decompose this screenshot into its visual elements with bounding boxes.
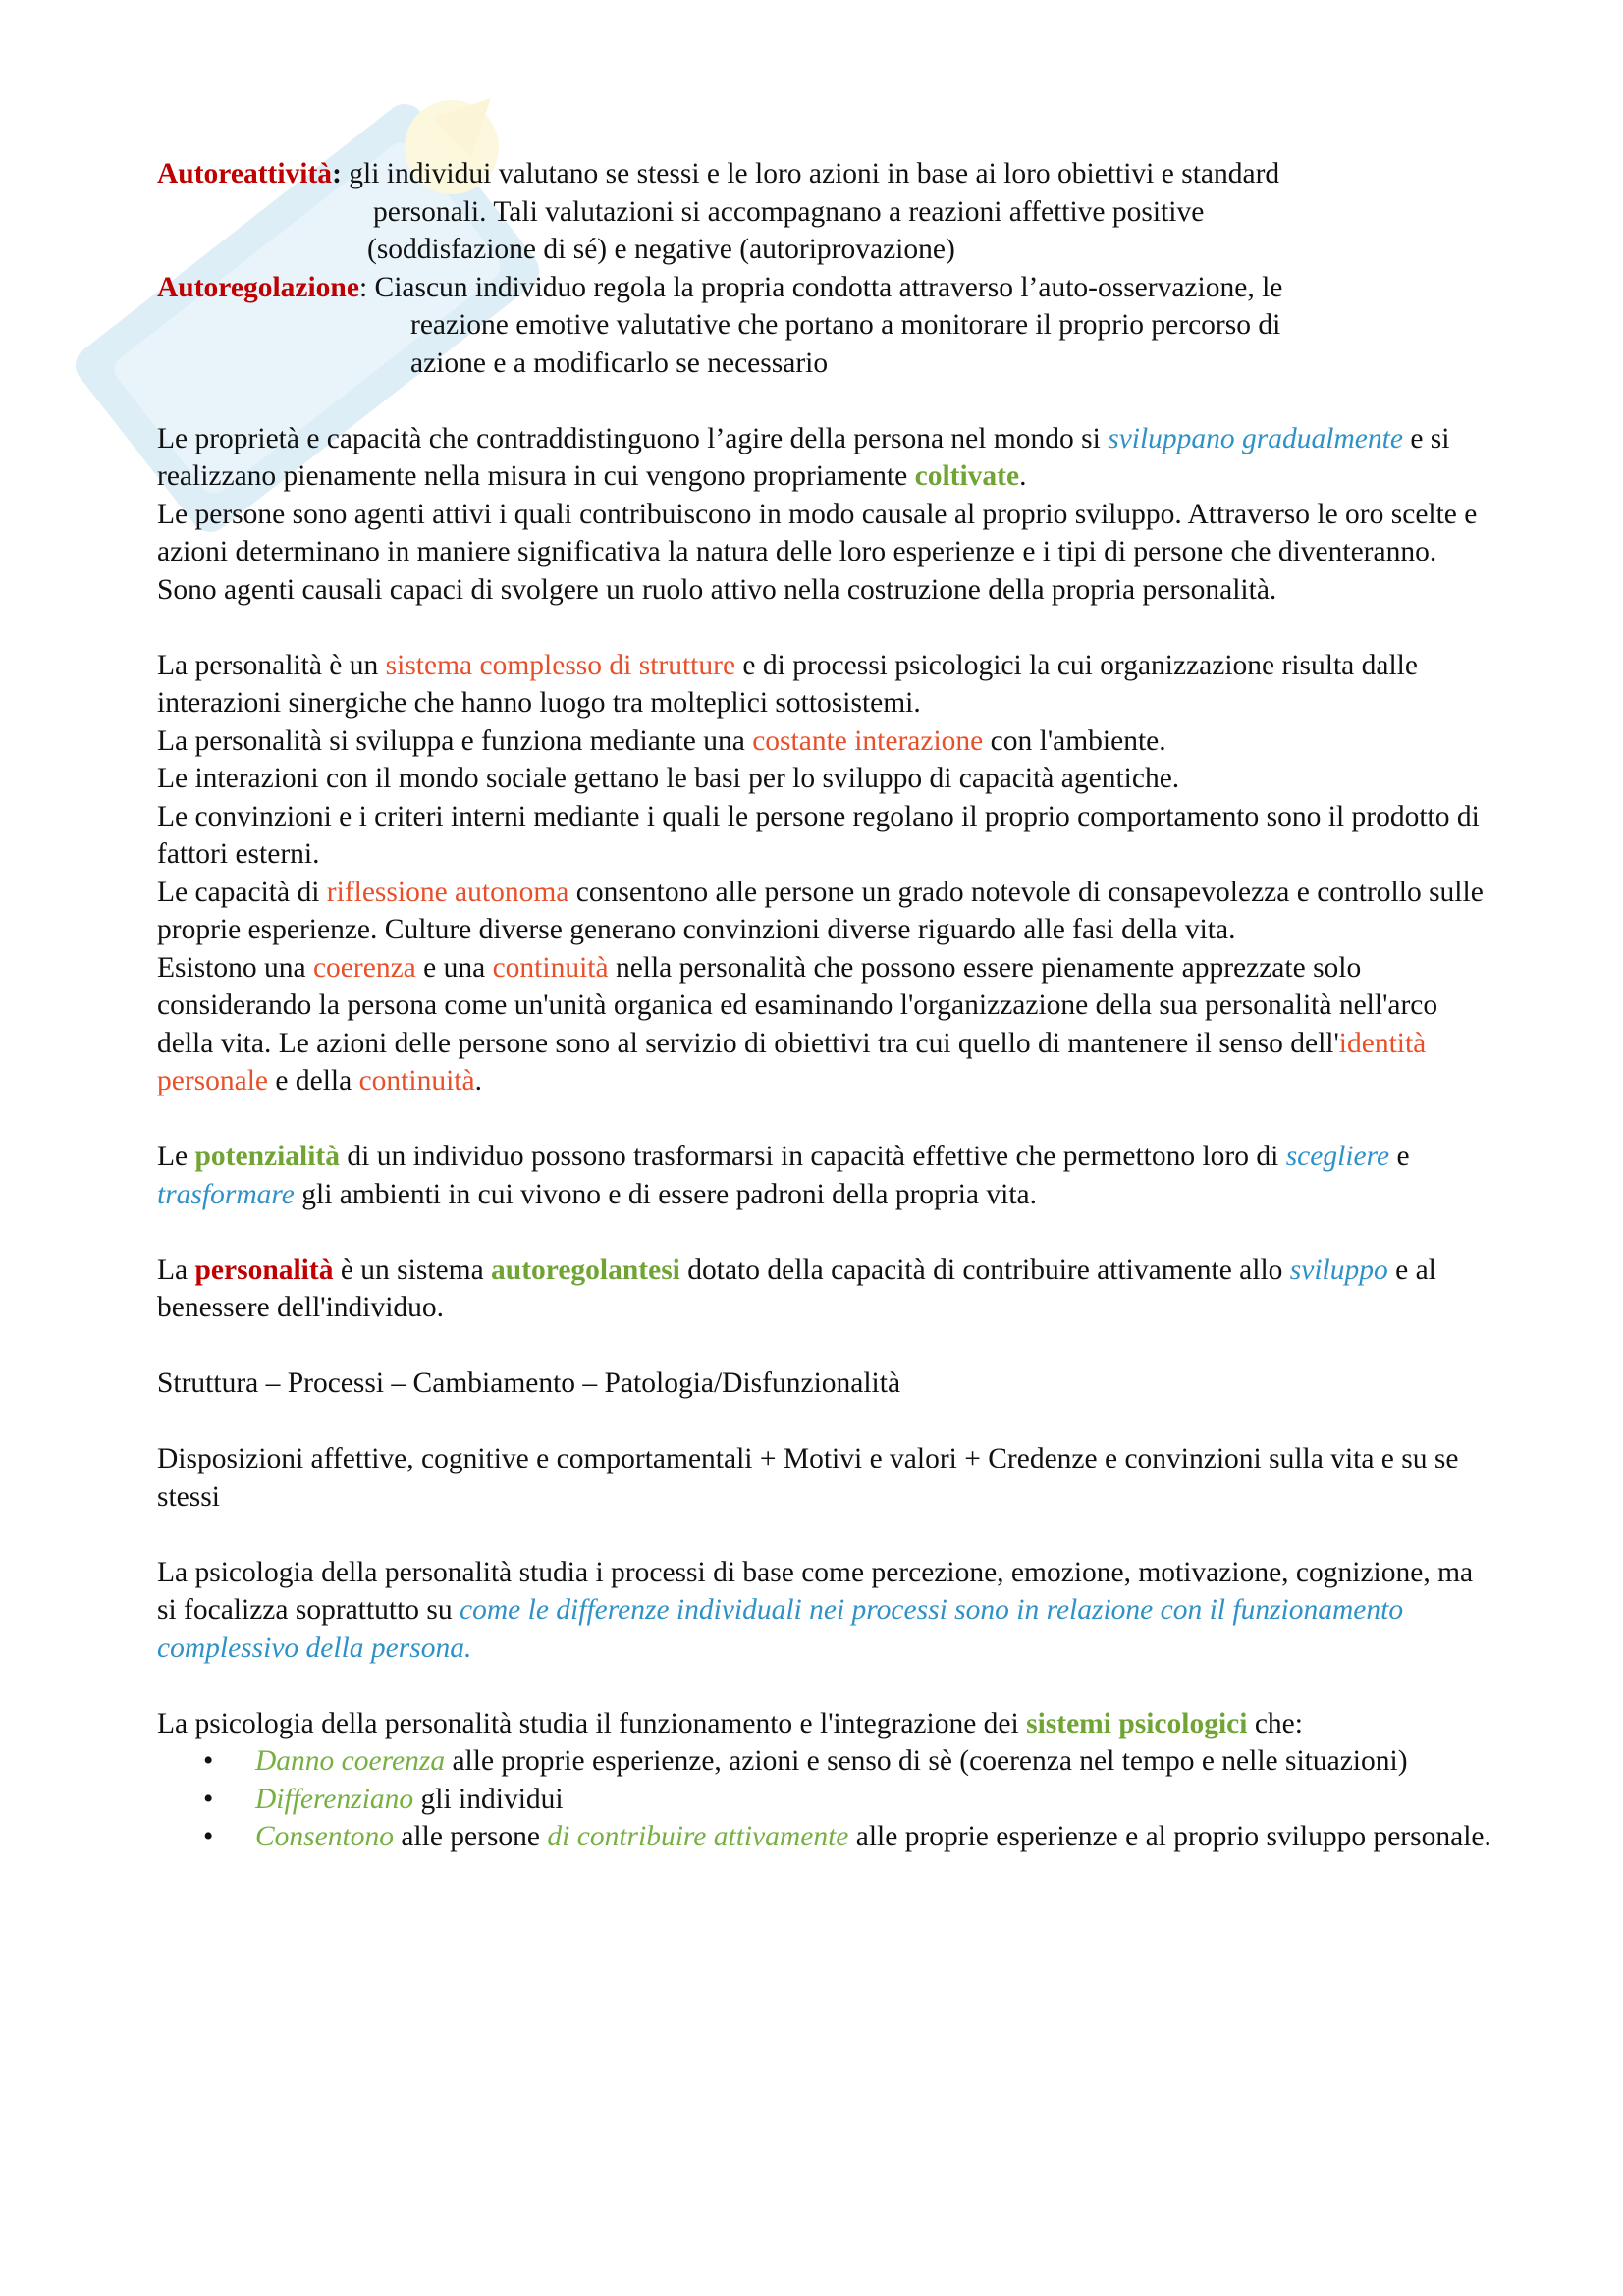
definition-autoreattivita bbox=[157, 155, 1492, 193]
highlight-contribuire-attivamente: di contribuire attivamente bbox=[547, 1821, 849, 1852]
paragraph-agenti-attivi: Le persone sono agenti attivi i quali contribuiscono in modo causale al proprio sviluppo. Attraverso le oro scelte e azioni determinano in maniere significativa la natura delle loro esperienze e i tipi di persone che diventeranno. Sono agenti causali capaci di svolgere un ruolo attivo nella costruzione della propria personalità. bbox=[157, 498, 1478, 606]
highlight-autoregolantesi: autoregolantesi bbox=[491, 1254, 680, 1286]
list-item: • Differenziano gli individui bbox=[157, 1781, 1492, 1819]
highlight-continuita: continuità bbox=[492, 951, 609, 984]
highlight-potenzialita: potenzialità bbox=[194, 1141, 340, 1172]
paragraph-sistemi-psicologici: La psicologia della personalità studia il funzionamento e l'integrazione dei sistemi psicologici che: bbox=[157, 1707, 1303, 1739]
document-body bbox=[157, 155, 1492, 1856]
definition-continuation bbox=[157, 231, 1492, 269]
highlight-personalita: personalità bbox=[194, 1254, 334, 1286]
definition-line: azione e a modificarlo se necessario bbox=[410, 347, 829, 379]
paragraph-mondo-sociale: Le interazioni con il mondo sociale gettano le basi per lo sviluppo di capacità agentiche. bbox=[157, 763, 1180, 794]
term-autoreattivita: Autoreattività bbox=[157, 158, 333, 189]
definition-autoregolazione bbox=[157, 269, 1492, 307]
paragraph-disposizioni: Disposizioni affettive, cognitive e comportamentali + Motivi e valori + Credenze e convinzioni sulla vita e su se stessi bbox=[157, 1443, 1459, 1513]
highlight-differenziano: Differenziano bbox=[255, 1783, 414, 1815]
bullet-marker: • bbox=[203, 1745, 214, 1777]
highlight-sviluppano-gradualmente: sviluppano gradualmente bbox=[1108, 422, 1403, 454]
highlight-coltivate: coltivate bbox=[914, 460, 1020, 492]
definition-line: personali. Tali valutazioni si accompagnano a reazioni affettive positive bbox=[373, 195, 1205, 228]
highlight-consentono: Consentono bbox=[255, 1821, 394, 1852]
paragraph-struttura: Struttura – Processi – Cambiamento – Patologia/Disfunzionalità bbox=[157, 1367, 901, 1399]
term-colon: : bbox=[332, 158, 342, 189]
definition-line: (soddisfazione di sé) e negative (autoriprovazione) bbox=[367, 234, 955, 265]
list-item: • Consentono alle persone di contribuire attivamente alle proprie esperienze e al proprio sviluppo personale. bbox=[157, 1818, 1492, 1856]
definition-continuation bbox=[157, 306, 1492, 382]
definition-line: gli individui valutano se stessi e le loro azioni in base ai loro obiettivi e standard bbox=[349, 158, 1280, 189]
definition-line: reazione emotive valutative che portano a monitorare il proprio percorso di bbox=[410, 309, 1281, 341]
bullet-marker: • bbox=[203, 1821, 214, 1852]
highlight-trasformare: trasformare bbox=[157, 1178, 295, 1210]
highlight-scegliere: scegliere bbox=[1285, 1141, 1390, 1172]
highlight-continuita-2: continuità bbox=[358, 1065, 475, 1096]
paragraph-potenzialita: Le potenzialità di un individuo possono trasformarsi in capacità effettive che permettono loro di scegliere e trasformare gli ambienti in cui vivono e di essere padroni della propria vita. bbox=[157, 1141, 1410, 1210]
paragraph-sviluppo: Le proprietà e capacità che contraddistinguono l’agire della persona nel mondo si sviluppano gradualmente e si realizzano pienamente nella misura in cui vengono propriamente coltivate. bbox=[157, 422, 1450, 492]
paragraph-interazione: La personalità si sviluppa e funziona mediante una costante interazione con l'ambiente. bbox=[157, 724, 1166, 757]
bullet-list bbox=[157, 1742, 1492, 1856]
paragraph-riflessione: Le capacità di riflessione autonoma consentono alle persone un grado notevole di consapevolezza e controllo sulle proprie esperienze. Culture diverse generano convinzioni diverse riguardo alle fasi della vita. bbox=[157, 876, 1484, 945]
term-colon: : bbox=[358, 271, 368, 303]
list-item: • Danno coerenza alle proprie esperienze, azioni e senso di sè (coerenza nel tempo e nelle situazioni) bbox=[157, 1742, 1492, 1781]
definition-line: Ciascun individuo regola la propria condotta attraverso l’auto-osservazione, le bbox=[374, 271, 1283, 303]
highlight-differenze-individuali: come le differenze individuali nei processi sono in relazione con il funzionamento complessivo della persona. bbox=[157, 1594, 1404, 1664]
highlight-costante-interazione: costante interazione bbox=[752, 724, 984, 757]
paragraph-coerenza: Esistono una coerenza e una continuità nella personalità che possono essere pienamente apprezzate solo considerando la persona come un'unità organica ed esaminando l'organizzazione della sua personalità nell'arco della vita. Le azioni delle persone sono al servizio di obiettivi tra cui quello di mantenere il senso dell'identità personale e della continuità. bbox=[157, 951, 1438, 1096]
highlight-sistema-complesso: sistema complesso di strutture bbox=[385, 649, 736, 681]
highlight-riflessione-autonoma: riflessione autonoma bbox=[326, 876, 569, 908]
bullet-marker: • bbox=[203, 1783, 214, 1815]
highlight-sviluppo: sviluppo bbox=[1289, 1254, 1388, 1286]
paragraph-convinzioni: Le convinzioni e i criteri interni mediante i quali le persone regolano il proprio comportamento sono il prodotto di fattori esterni. bbox=[157, 800, 1480, 870]
term-autoregolazione: Autoregolazione bbox=[157, 271, 359, 303]
highlight-identita-personale: identità personale bbox=[157, 1027, 1427, 1096]
highlight-sistemi-psicologici: sistemi psicologici bbox=[1026, 1707, 1248, 1739]
definition-continuation bbox=[157, 193, 1492, 232]
highlight-danno-coerenza: Danno coerenza bbox=[255, 1745, 446, 1777]
highlight-coerenza: coerenza bbox=[312, 951, 416, 984]
paragraph-sistema-complesso: La personalità è un sistema complesso di strutture e di processi psicologici la cui organizzazione risulta dalle interazioni sinergiche che hanno luogo tra molteplici sottosistemi. bbox=[157, 649, 1418, 719]
paragraph-personalita: La personalità è un sistema autoregolantesi dotato della capacità di contribuire attivamente allo sviluppo e al benessere dell'individuo. bbox=[157, 1254, 1436, 1323]
paragraph-processi-base: La psicologia della personalità studia i processi di base come percezione, emozione, motivazione, cognizione, ma si focalizza soprattutto su come le differenze individuali nei processi sono in relazione con il funzionamento complessivo della persona. bbox=[157, 1556, 1474, 1664]
